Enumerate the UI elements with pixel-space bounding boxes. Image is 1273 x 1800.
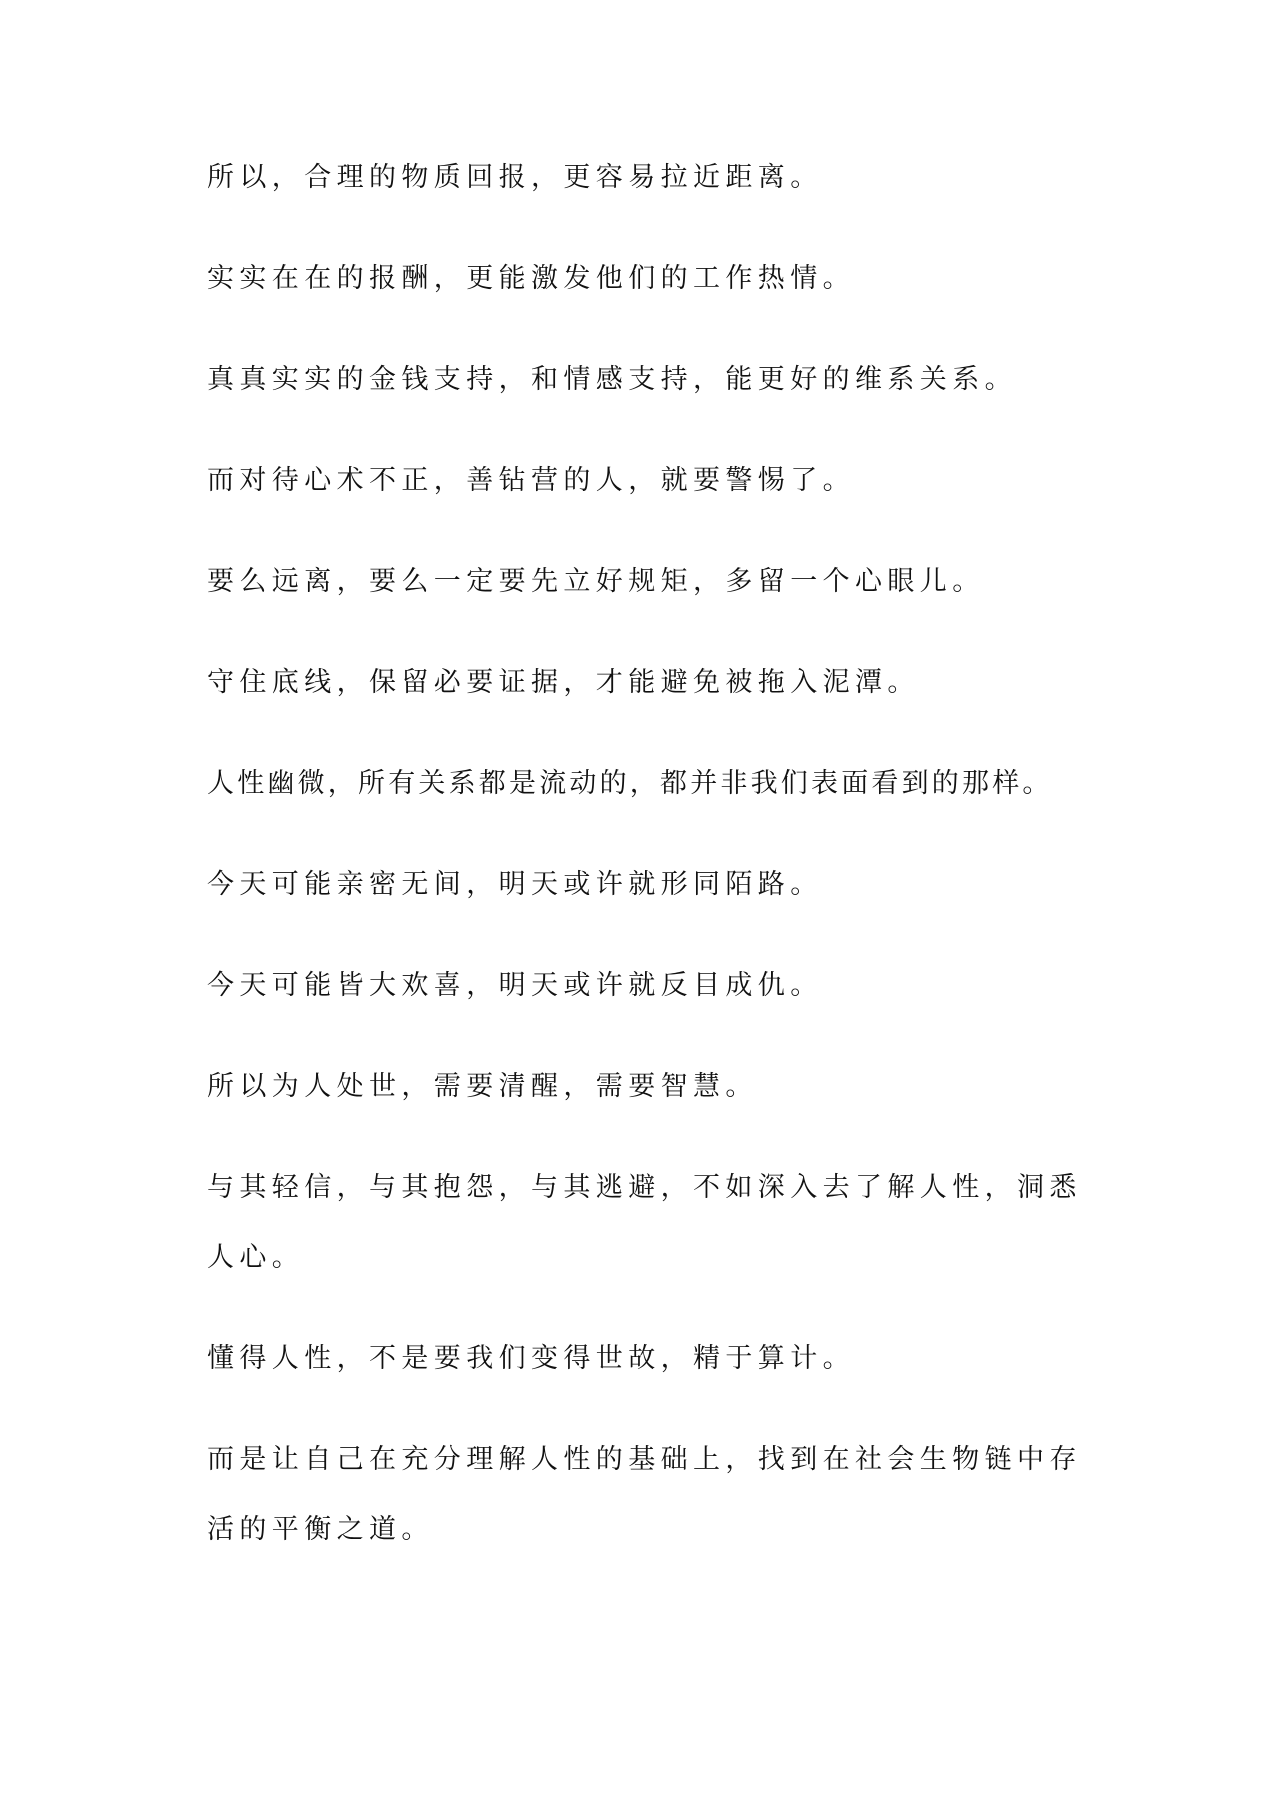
- paragraph: 所以，合理的物质回报，更容易拉近距离。: [207, 162, 823, 193]
- paragraph: 所以为人处世，需要清醒，需要智慧。: [207, 1071, 758, 1102]
- paragraph: 真真实实的金钱支持，和情感支持，能更好的维系关系。: [207, 364, 1017, 395]
- paragraph: 实实在在的报酬，更能激发他们的工作热情。: [207, 263, 855, 294]
- paragraph: 人性幽微，所有关系都是流动的，都并非我们表面看到的那样。: [207, 768, 1053, 799]
- paragraph: 守住底线，保留必要证据，才能避免被拖入泥潭。: [207, 667, 920, 698]
- document-body: [207, 162, 1087, 1634]
- paragraph: 今天可能亲密无间，明天或许就形同陌路。: [207, 869, 823, 900]
- paragraph: 要么远离，要么一定要先立好规矩，多留一个心眼儿。: [207, 566, 985, 597]
- paragraph: 与其轻信，与其抱怨，与其逃避，不如深入去了解人性，洞悉人心。: [207, 1172, 1082, 1273]
- paragraph: 而是让自己在充分理解人性的基础上，找到在社会生物链中存活的平衡之道。: [207, 1444, 1082, 1545]
- paragraph: 懂得人性，不是要我们变得世故，精于算计。: [207, 1343, 855, 1374]
- paragraph: 而对待心术不正，善钻营的人，就要警惕了。: [207, 465, 855, 496]
- paragraph: 今天可能皆大欢喜，明天或许就反目成仇。: [207, 970, 823, 1001]
